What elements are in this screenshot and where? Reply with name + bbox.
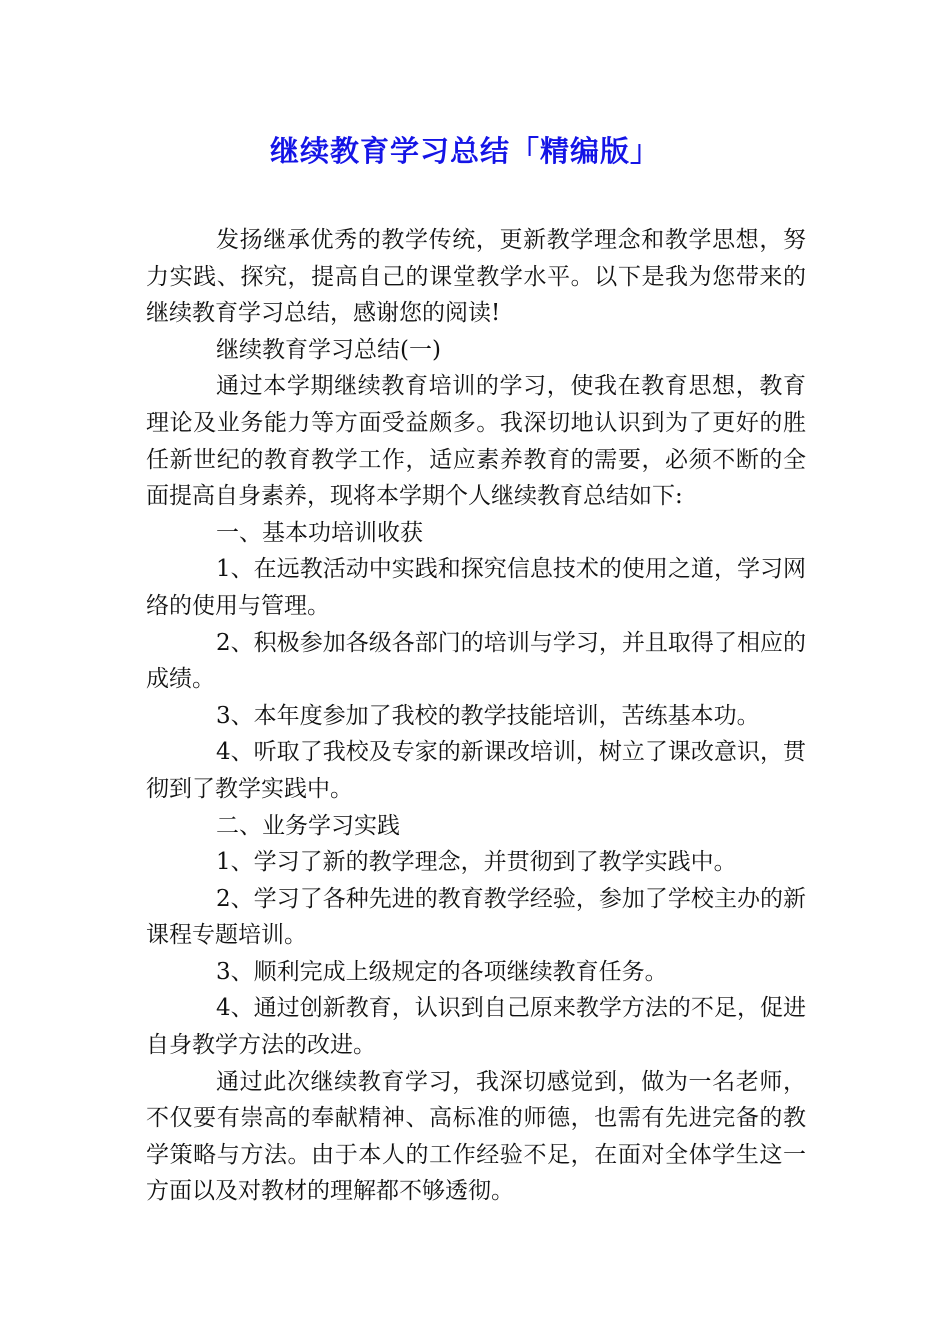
section-heading-basic-skills: 一、基本功培训收获 — [216, 519, 423, 546]
list-item: 4、听取了我校及专家的新课改培训，树立了课改意识，贯彻到了教学实践中。 — [146, 739, 806, 802]
list-item: 4、通过创新教育，认识到自己原来教学方法的不足，促进自身教学方法的改进。 — [146, 995, 806, 1059]
section-heading-practice: 二、业务学习实践 — [216, 812, 400, 839]
intro-paragraph: 发扬继承优秀的教学传统，更新教学理念和教学思想，努力实践、探究，提高自己的课堂教学水平。以下是我为您带来的继续教育学习总结，感谢您的阅读! — [146, 227, 806, 327]
document-body — [146, 222, 806, 1210]
section-heading-summary-one: 继续教育学习总结(一) — [216, 336, 441, 363]
list-item: 1、在远教活动中实践和探究信息技术的使用之道，学习网络的使用与管理。 — [146, 556, 806, 619]
list-item: 2、学习了各种先进的教育教学经验，参加了学校主办的新课程专题培训。 — [146, 885, 806, 949]
document-title: 继续教育学习总结「精编版」 — [269, 134, 660, 168]
conclusion-paragraph: 通过此次继续教育学习，我深切感觉到，做为一名老师，不仅要有崇高的奉献精神、高标准的师德，也需有先进完备的教学策略与方法。由于本人的工作经验不足，在面对全体学生这一方面以及对教材的理解都不够透彻。 — [146, 1068, 806, 1205]
overview-paragraph: 通过本学期继续教育培训的学习，使我在教育思想，教育理论及业务能力等方面受益颇多。我深切地认识到为了更好的胜任新世纪的教育教学工作，适应素养教育的需要，必须不断的全面提高自身素养，现将本学期个人继续教育总结如下: — [146, 373, 806, 510]
list-item: 3、顺利完成上级规定的各项继续教育任务。 — [216, 958, 668, 985]
list-item: 2、积极参加各级各部门的培训与学习，并且取得了相应的成绩。 — [146, 629, 806, 693]
list-item: 3、本年度参加了我校的教学技能培训，苦练基本功。 — [216, 702, 760, 729]
list-item: 1、学习了新的教学理念，并贯彻到了教学实践中。 — [216, 849, 737, 876]
